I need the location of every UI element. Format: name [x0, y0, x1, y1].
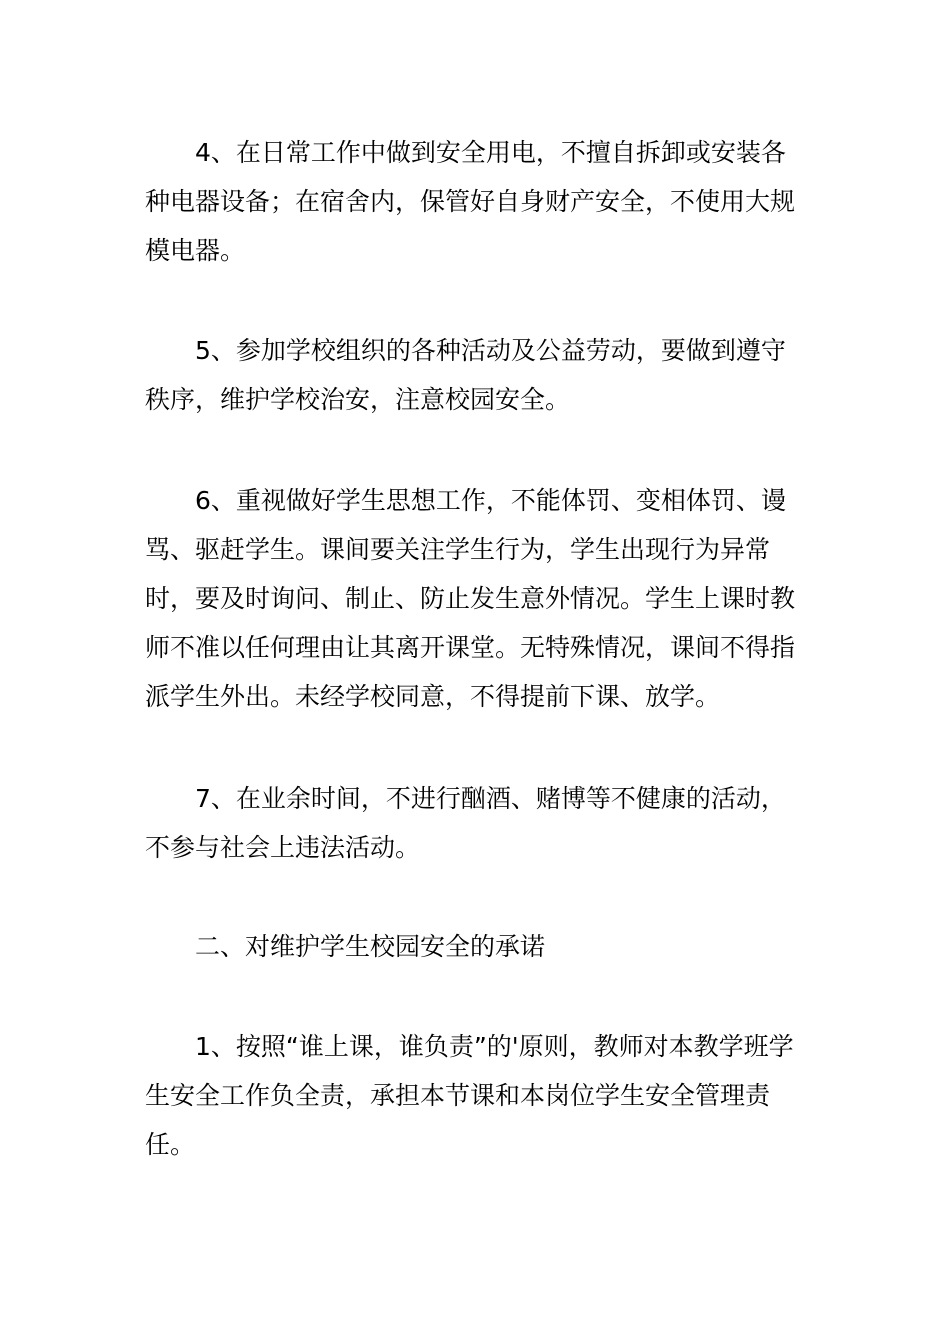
- paragraph-item-1: 1、按照“谁上课，谁负责”的'原则，教师对本教学班学生安全工作负全责，承担本节课和本岗位学生安全管理责任。: [145, 1032, 794, 1159]
- section-heading: 二、对维护学生校园安全的承诺: [195, 932, 546, 961]
- paragraph-item-4: 4、在日常工作中做到安全用电，不擅自拆卸或安装各种电器设备；在宿舍内，保管好自身财产安全，不使用大规模电器。: [145, 138, 796, 265]
- paragraph-item-5: 5、参加学校组织的各种活动及公益劳动，要做到遵守秩序，维护学校治安，注意校园安全。: [145, 336, 786, 414]
- paragraph-item-7: 7、在业余时间，不进行酗酒、赌博等不健康的活动，不参与社会上违法活动。: [145, 784, 786, 862]
- paragraph-item-6: 6、重视做好学生思想工作，不能体罚、变相体罚、谩骂、驱赶学生。课间要关注学生行为，学生出现行为异常时，要及时询问、制止、防止发生意外情况。学生上课时教师不准以任何理由让其离开课堂。无特殊情况，课间不得指派学生外出。未经学校同意，不得提前下课、放学。: [145, 486, 796, 711]
